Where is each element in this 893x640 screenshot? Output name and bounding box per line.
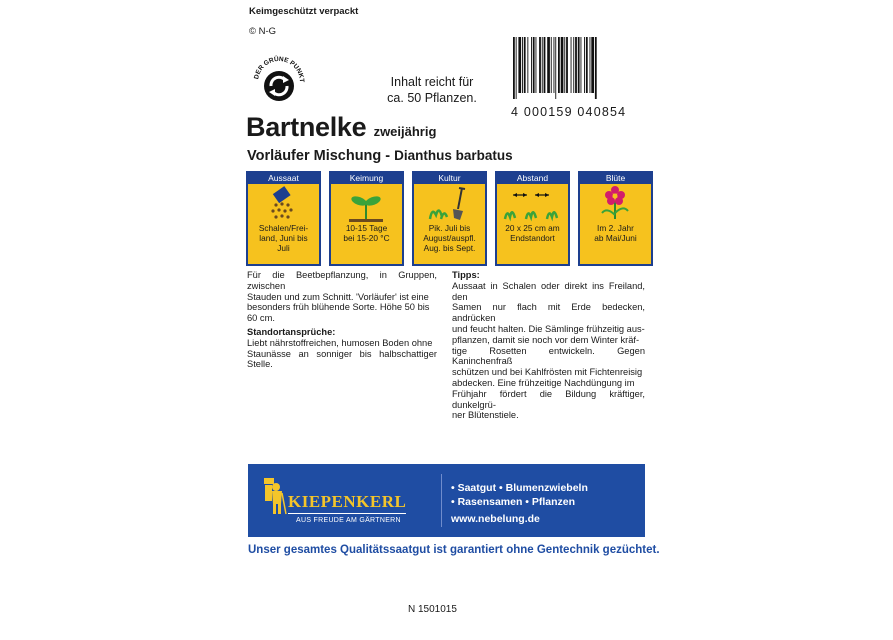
info-box-heading: Aussaat [248, 173, 319, 184]
info-box-text [248, 223, 319, 253]
tips-line: Frühjahr fördert die Bildung kräftiger, dunkelgrü- [452, 388, 645, 410]
copyright-note: © N-G [249, 26, 277, 37]
barcode-bar [584, 37, 585, 93]
tips-line: abdecken. Eine frühzeitige Nachdüngung im [452, 377, 635, 388]
barcode-bar [581, 37, 582, 93]
title-separator: - [381, 148, 395, 164]
barcode-bar [590, 37, 591, 93]
info-box-line: Im 2. Jahr [597, 223, 634, 233]
description-line: Für die Beetbepflanzung, in Gruppen, zwischen [247, 270, 437, 291]
info-box-heading: Keimung [331, 173, 402, 184]
contents-line-1: Inhalt reicht für [390, 75, 474, 89]
info-box-spacing [495, 171, 570, 266]
info-box-line: Schalen/Frei- [258, 223, 309, 233]
barcode-bar [586, 37, 588, 93]
description-line: 60 cm. [247, 313, 275, 324]
barcode-bar [518, 37, 521, 93]
description-column [247, 270, 437, 370]
info-box-line: land, Juni bis [259, 233, 308, 243]
contents-info [377, 74, 487, 106]
seedling-icon [331, 185, 402, 223]
barcode-bar [539, 37, 541, 93]
product-title [246, 112, 436, 143]
contents-line-2: ca. 50 Pflanzen. [387, 91, 477, 105]
info-box-text [497, 223, 568, 243]
product-subtitle [247, 148, 513, 164]
sowing-icon [248, 185, 319, 223]
tips-line: und feucht halten. Die Sämlinge frühzeitig aus- [452, 323, 645, 334]
tips-line: ner Blütenstiele. [452, 410, 519, 421]
info-box-text [414, 223, 485, 253]
info-box-line: Endstandort [510, 233, 555, 243]
brand-bullet-line: • Rasensamen • Pflanzen [451, 495, 576, 508]
info-box-cultivation [412, 171, 487, 266]
info-box-line: 10-15 Tage [345, 223, 388, 233]
info-box-line: Aug. bis Sept. [423, 243, 476, 253]
barcode-bar [536, 37, 537, 93]
product-name: Bartnelke [246, 112, 367, 142]
barcode-bar [571, 37, 572, 93]
description-line: Stauden und zum Schnitt. 'Vorläufer' ist eine [247, 291, 429, 302]
barcode-bar [547, 37, 550, 93]
barcode-bar [527, 37, 528, 93]
info-box-line: ab Mai/Juni [594, 233, 637, 243]
tips-line: pflanzen, damit sie noch vor dem Winter kräf- [452, 334, 640, 345]
info-box-heading: Abstand [497, 173, 568, 184]
tips-line: tige Rosetten entwickeln. Gegen Kaninchenfraß [452, 345, 645, 367]
variety-name: Vorläufer Mischung [247, 148, 382, 164]
tips-line: Aussaat in Schalen oder direkt ins Freiland, den [452, 280, 645, 302]
barcode-bar [578, 37, 580, 93]
info-box-line: Juli [277, 243, 290, 253]
tips-line: Samen nur flach mit Erde bedecken, andrücken [452, 302, 645, 324]
brand-name: KIEPENKERL [288, 492, 407, 511]
info-box-sowing [246, 171, 321, 266]
barcode-bar [566, 37, 568, 93]
barcode-bar [531, 37, 532, 93]
barcode-bar [542, 37, 543, 93]
barcode-bars [511, 37, 643, 99]
brand-slogan: AUS FREUDE AM GÄRTNERN [296, 517, 401, 524]
info-boxes [246, 171, 653, 266]
info-box-line: bei 15-20 °C [343, 233, 390, 243]
brand-bullets [451, 482, 588, 527]
barcode-bar [544, 37, 546, 93]
kiepenkerl-figure-icon [262, 476, 288, 516]
spacing-icon [497, 185, 568, 223]
barcode-bar [513, 37, 515, 99]
article-number: N 1501015 [408, 604, 457, 615]
info-box-flowering [578, 171, 653, 266]
barcode-bar [591, 37, 594, 93]
barcode-bar [516, 37, 517, 99]
barcode-bar [575, 37, 577, 93]
location-line: Liebt nährstoffreichen, humosen Boden ohne [247, 337, 433, 348]
protection-note: Keimgeschützt verpackt [249, 6, 359, 17]
tips-heading: Tipps: [452, 270, 480, 280]
info-box-germination [329, 171, 404, 266]
green-dot-seal-icon [247, 46, 311, 110]
barcode-bar [524, 37, 526, 93]
info-box-line: 20 x 25 cm am [505, 223, 560, 233]
location-heading: Standortansprüche: [247, 326, 336, 337]
barcode-bar [564, 37, 565, 93]
brand-website-link[interactable]: www.nebelung.de [451, 513, 540, 525]
barcode-bar [533, 37, 535, 93]
brand-banner [248, 464, 645, 537]
description-line: besonders früh blühende Sorte. Höhe 50 bis [247, 302, 430, 313]
barcode-bar [551, 37, 552, 93]
info-box-text [331, 223, 402, 243]
tips-line: schützen und bei Kahlfrösten mit Fichtenreisig [452, 367, 643, 378]
location-line: Staunässe an sonniger bis halbschattiger Stelle. [247, 348, 437, 370]
info-box-heading: Blüte [580, 173, 651, 184]
info-box-text [580, 223, 651, 243]
barcode-bar [522, 37, 523, 93]
brand-bullet-line: • Saatgut • Blumenzwiebeln [451, 482, 588, 494]
gmo-free-statement: Unser gesamtes Qualitätssaatgut ist garantiert ohne Gentechnik gezüchtet. [248, 544, 660, 556]
barcode-bar [561, 37, 564, 93]
barcode [511, 37, 643, 119]
info-box-line: August/auspfl. [423, 233, 476, 243]
barcode-bar [554, 37, 555, 93]
flower-icon [580, 185, 651, 223]
barcode-bar [555, 37, 556, 99]
barcode-bar [558, 37, 560, 93]
barcode-number: 4 000159 040854 [511, 105, 627, 119]
info-box-line: Pik. Juli bis [428, 223, 471, 233]
product-suffix: zweijährig [373, 124, 437, 139]
info-box-heading: Kultur [414, 173, 485, 184]
barcode-bar [595, 37, 597, 99]
shovel-icon [414, 185, 485, 223]
barcode-bar [573, 37, 574, 93]
brand-underline [288, 513, 406, 514]
svg-text:DER GRÜNE PUNKT: DER GRÜNE PUNKT [253, 55, 306, 83]
latin-name: Dianthus barbatus [394, 148, 513, 163]
tips-column [452, 270, 645, 421]
banner-divider [441, 474, 442, 527]
